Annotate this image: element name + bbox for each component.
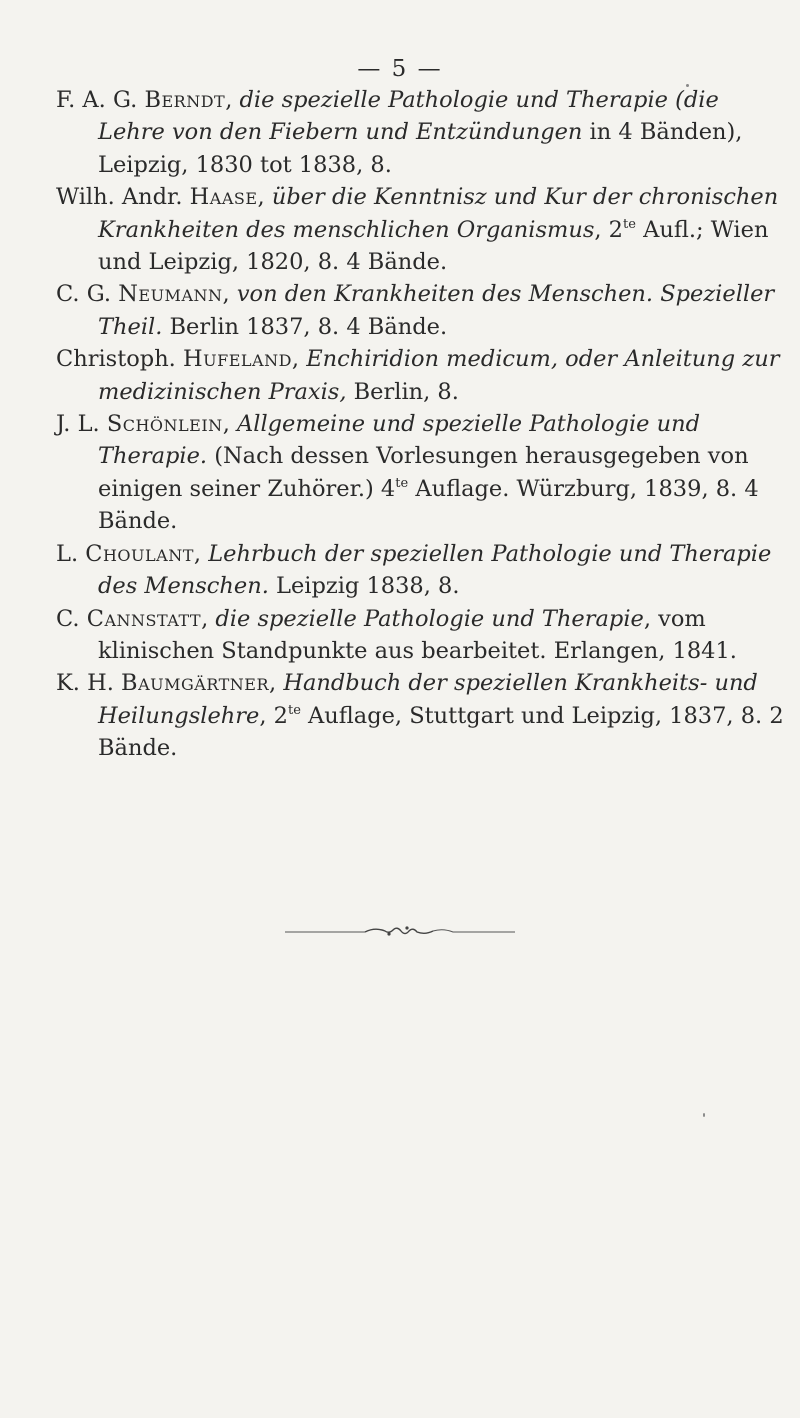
author-initials: F. A. G. — [56, 87, 138, 113]
bib-entry: Christoph. Hufeland, Enchiridion medicum, oder Anleitung zur medizinischen Praxis, Berlin, 8. — [56, 346, 780, 405]
publication-info: , 2 — [594, 216, 623, 243]
bib-entry: Wilh. Andr. Haase, über die Kenntnisz und Kur der chronischen Krankheiten des menschlichen Organismus, $2^{te}$ Aufl.; Wien und Leipzig, 1820, 8. 4 Bände. — [56, 184, 779, 276]
bib-entry: C. Cannstatt, die spezielle Pathologie und Therapie, vom klinischen Standpunkte aus bearbeitet. Erlangen, 1841. — [56, 605, 737, 664]
paper-speck — [686, 84, 689, 87]
author-initials: Christoph. — [56, 346, 176, 373]
paper-speck — [703, 1113, 705, 1117]
author-surname: Schönlein — [106, 411, 223, 438]
bib-entry: J. L. Schönlein, Allgemeine und spezielle Pathologie und Therapie. (Nach dessen Vorlesungen herausgegeben von einigen seiner Zuhörer.) $4^{te}$ Auflage. Würzburg, 1839, 8. 4 Bände. — [56, 411, 759, 535]
edition-superscript: te — [287, 702, 301, 718]
publication-info: Leipzig 1838, 8. — [268, 573, 460, 600]
book-title: Enchiridion medicum, oder Anleitung zur medizinischen Praxis, — [98, 346, 780, 405]
author-initials: L. — [56, 540, 79, 567]
bibliography-list — [56, 84, 786, 765]
book-title: von den Krankheiten des Menschen. Spezieller Theil. — [98, 281, 775, 340]
book-title: Handbuch der speziellen Krankheits- und Heilungslehre — [98, 670, 758, 729]
publication-info-cont: Auflage, Stuttgart und Leipzig, 1837, 8. 2 Bände. — [98, 702, 784, 762]
edition-superscript: te — [395, 475, 409, 491]
author-initials: C. G. — [56, 281, 112, 308]
author-surname: Hufeland — [183, 346, 292, 373]
edition-superscript: te — [623, 216, 636, 232]
author-surname: Berndt — [144, 87, 226, 113]
author-surname: Neumann — [118, 281, 223, 308]
publication-info: , 2 — [259, 702, 288, 729]
publication-info-cont: Aufl.; Wien und Leipzig, 1820, 8. 4 Bände. — [98, 216, 769, 276]
author-surname: Choulant — [85, 540, 194, 567]
author-surname: Baumgärtner — [121, 670, 270, 697]
publication-info: (Nach dessen Vorlesungen herausgegeben von einigen seiner Zuhörer.) 4 — [98, 443, 749, 502]
publication-info: in 4 Bänden), Leipzig, 1830 tot 1838, 8. — [98, 119, 743, 178]
author-initials: J. L. — [56, 411, 100, 438]
bib-entry: C. G. Neumann, von den Krankheiten des Menschen. Spezieller Theil. Berlin 1837, 8. 4 Bände. — [56, 281, 775, 340]
author-surname: Haase — [189, 184, 258, 211]
author-surname: Cannstatt — [86, 605, 202, 632]
publication-info: , vom klinischen Standpunkte aus bearbeitet. Erlangen, 1841. — [98, 605, 737, 664]
book-title: Allgemeine und spezielle Pathologie und Therapie. — [98, 411, 701, 470]
bib-entry: L. Choulant, Lehrbuch der speziellen Pathologie und Therapie des Menschen. Leipzig 1838, 8. — [56, 540, 772, 600]
book-title: die spezielle Pathologie und Therapie — [215, 605, 644, 632]
book-title: Lehrbuch der speziellen Pathologie und Therapie des Menschen. — [98, 540, 772, 600]
bib-entry: F. A. G. Berndt, die spezielle Pathologie und Therapie (die Lehre von den Fiebern und Entzündungen in 4 Bänden), Leipzig, 1830 tot 1838, 8. — [56, 87, 743, 178]
bib-entry: K. H. Baumgärtner, Handbuch der speziellen Krankheits- und Heilungslehre, $2^{te}$ Auflage, Stuttgart und Leipzig, 1837, 8. 2 Bände. — [56, 670, 784, 762]
book-title: die spezielle Pathologie und Therapie (die Lehre von den Fiebern und Entzündungen — [98, 87, 719, 146]
publication-info-cont: Auflage. Würzburg, 1839, 8. 4 Bände. — [98, 475, 759, 535]
page-number: — 5 — — [357, 56, 443, 82]
publication-info: Berlin 1837, 8. 4 Bände. — [162, 313, 448, 340]
author-initials: Wilh. Andr. — [56, 184, 183, 211]
publication-info: Berlin, 8. — [346, 378, 459, 405]
decorative-rule-ornament — [0, 925, 800, 939]
book-title: über die Kenntnisz und Kur der chronischen Krankheiten des menschlichen Organismus — [98, 184, 779, 243]
ornament-icon — [285, 925, 515, 939]
author-initials: K. H. — [56, 670, 114, 697]
author-initials: C. — [56, 605, 80, 632]
